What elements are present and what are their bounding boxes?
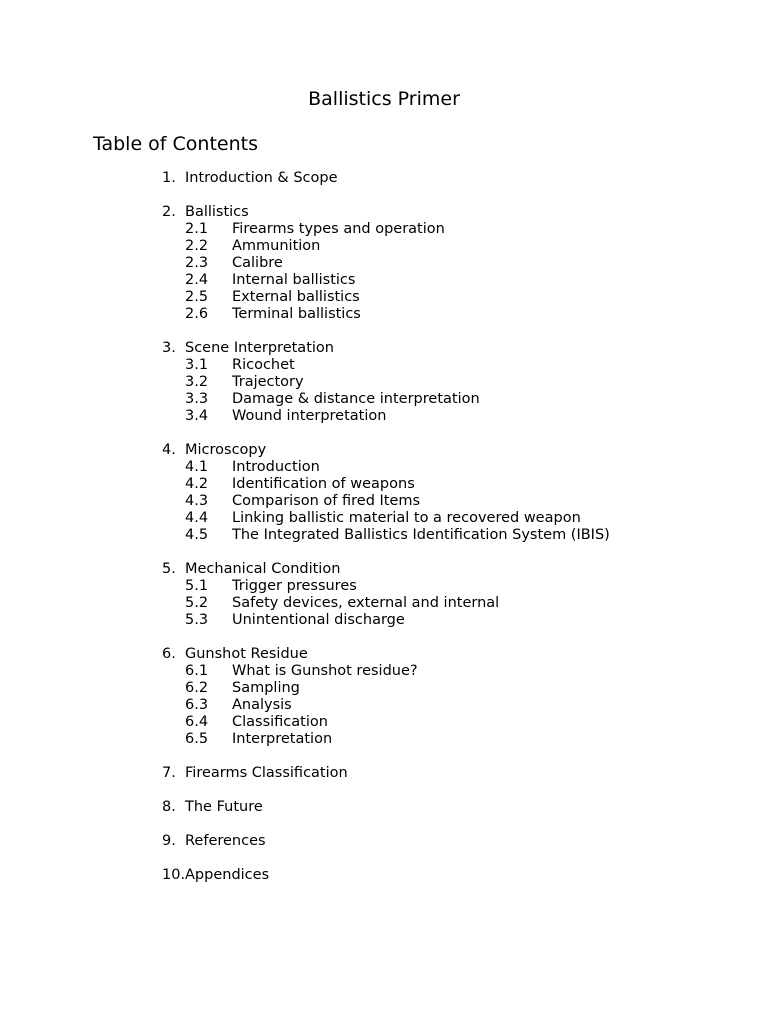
subsection-title: Classification — [232, 714, 328, 730]
subsection-number: 3.1 — [185, 357, 209, 373]
subsection-title: Firearms types and operation — [232, 221, 445, 237]
subsection-number: 4.3 — [185, 493, 209, 509]
toc-subsection-entry — [0, 731, 768, 748]
toc-section — [0, 833, 768, 850]
subsection-title: Wound interpretation — [232, 408, 387, 424]
toc-heading: Table of Contents — [93, 133, 258, 155]
toc-section-entry — [0, 442, 768, 459]
subsection-title: Introduction — [232, 459, 320, 475]
subsection-title: Sampling — [232, 680, 300, 696]
subsection-title: External ballistics — [232, 289, 360, 305]
subsection-title: What is Gunshot residue? — [232, 663, 418, 679]
subsection-title: Identification of weapons — [232, 476, 415, 492]
toc-subsection-entry — [0, 680, 768, 697]
subsection-title: Terminal ballistics — [232, 306, 361, 322]
toc-subsection-entry — [0, 697, 768, 714]
subsection-number: 2.2 — [185, 238, 209, 254]
toc-subsection-entry — [0, 374, 768, 391]
subsection-title: Internal ballistics — [232, 272, 356, 288]
subsection-title: Trajectory — [232, 374, 304, 390]
toc-subsection-entry — [0, 272, 768, 289]
subsection-title: Unintentional discharge — [232, 612, 405, 628]
toc-section — [0, 442, 768, 544]
subsection-number: 3.2 — [185, 374, 209, 390]
toc-section — [0, 561, 768, 629]
toc-section — [0, 867, 768, 884]
subsection-number: 6.3 — [185, 697, 209, 713]
section-number: 4. — [162, 442, 176, 458]
section-title: Gunshot Residue — [185, 646, 308, 662]
subsection-title: Trigger pressures — [232, 578, 357, 594]
toc-section-entry — [0, 765, 768, 782]
section-title: The Future — [185, 799, 263, 815]
section-number: 10. — [162, 867, 186, 883]
toc-section-entry — [0, 867, 768, 884]
subsection-title: Ricochet — [232, 357, 295, 373]
toc-section — [0, 170, 768, 187]
section-number: 2. — [162, 204, 176, 220]
subsection-title: Damage & distance interpretation — [232, 391, 480, 407]
section-title: Mechanical Condition — [185, 561, 341, 577]
subsection-title: Ammunition — [232, 238, 321, 254]
subsection-number: 3.3 — [185, 391, 209, 407]
section-number: 8. — [162, 799, 176, 815]
toc-subsection-entry — [0, 391, 768, 408]
section-title: Microscopy — [185, 442, 267, 458]
subsection-number: 3.4 — [185, 408, 209, 424]
subsection-number: 6.5 — [185, 731, 209, 747]
toc-section — [0, 340, 768, 425]
subsection-number: 6.1 — [185, 663, 209, 679]
toc-subsection-entry — [0, 408, 768, 425]
subsection-number: 2.3 — [185, 255, 209, 271]
subsection-title: The Integrated Ballistics Identification System (IBIS) — [232, 527, 610, 543]
section-number: 3. — [162, 340, 176, 356]
section-title: Appendices — [185, 867, 270, 883]
subsection-number: 2.4 — [185, 272, 209, 288]
section-title: References — [185, 833, 266, 849]
subsection-number: 5.2 — [185, 595, 209, 611]
section-number: 9. — [162, 833, 176, 849]
toc-subsection-entry — [0, 612, 768, 629]
toc-subsection-entry — [0, 289, 768, 306]
table-of-contents — [0, 170, 768, 901]
section-number: 5. — [162, 561, 176, 577]
subsection-title: Linking ballistic material to a recovered weapon — [232, 510, 581, 526]
toc-subsection-entry — [0, 255, 768, 272]
toc-subsection-entry — [0, 306, 768, 323]
toc-section — [0, 799, 768, 816]
section-title: Firearms Classification — [185, 765, 348, 781]
subsection-number: 6.4 — [185, 714, 209, 730]
subsection-number: 4.1 — [185, 459, 209, 475]
subsection-title: Safety devices, external and internal — [232, 595, 500, 611]
subsection-number: 4.2 — [185, 476, 209, 492]
toc-subsection-entry — [0, 357, 768, 374]
section-title: Ballistics — [185, 204, 249, 220]
section-number: 6. — [162, 646, 176, 662]
toc-subsection-entry — [0, 510, 768, 527]
subsection-number: 5.1 — [185, 578, 209, 594]
subsection-title: Comparison of fired Items — [232, 493, 421, 509]
toc-section — [0, 765, 768, 782]
toc-subsection-entry — [0, 238, 768, 255]
subsection-title: Analysis — [232, 697, 292, 713]
toc-section-entry — [0, 799, 768, 816]
section-title: Introduction & Scope — [185, 170, 338, 186]
toc-section — [0, 204, 768, 323]
subsection-number: 2.5 — [185, 289, 209, 305]
toc-subsection-entry — [0, 578, 768, 595]
subsection-number: 4.5 — [185, 527, 209, 543]
section-number: 7. — [162, 765, 176, 781]
document-title: Ballistics Primer — [308, 88, 460, 110]
toc-subsection-entry — [0, 493, 768, 510]
toc-subsection-entry — [0, 221, 768, 238]
toc-subsection-entry — [0, 476, 768, 493]
subsection-title: Calibre — [232, 255, 283, 271]
toc-subsection-entry — [0, 595, 768, 612]
toc-section-entry — [0, 646, 768, 663]
subsection-number: 4.4 — [185, 510, 209, 526]
toc-section-entry — [0, 170, 768, 187]
toc-subsection-entry — [0, 714, 768, 731]
subsection-number: 2.6 — [185, 306, 209, 322]
subsection-number: 5.3 — [185, 612, 209, 628]
section-title: Scene Interpretation — [185, 340, 334, 356]
toc-subsection-entry — [0, 663, 768, 680]
section-number: 1. — [162, 170, 176, 186]
toc-section-entry — [0, 561, 768, 578]
toc-section-entry — [0, 833, 768, 850]
subsection-title: Interpretation — [232, 731, 333, 747]
toc-subsection-entry — [0, 527, 768, 544]
toc-section-entry — [0, 340, 768, 357]
toc-subsection-entry — [0, 459, 768, 476]
toc-section-entry — [0, 204, 768, 221]
subsection-number: 2.1 — [185, 221, 209, 237]
subsection-number: 6.2 — [185, 680, 209, 696]
toc-section — [0, 646, 768, 748]
